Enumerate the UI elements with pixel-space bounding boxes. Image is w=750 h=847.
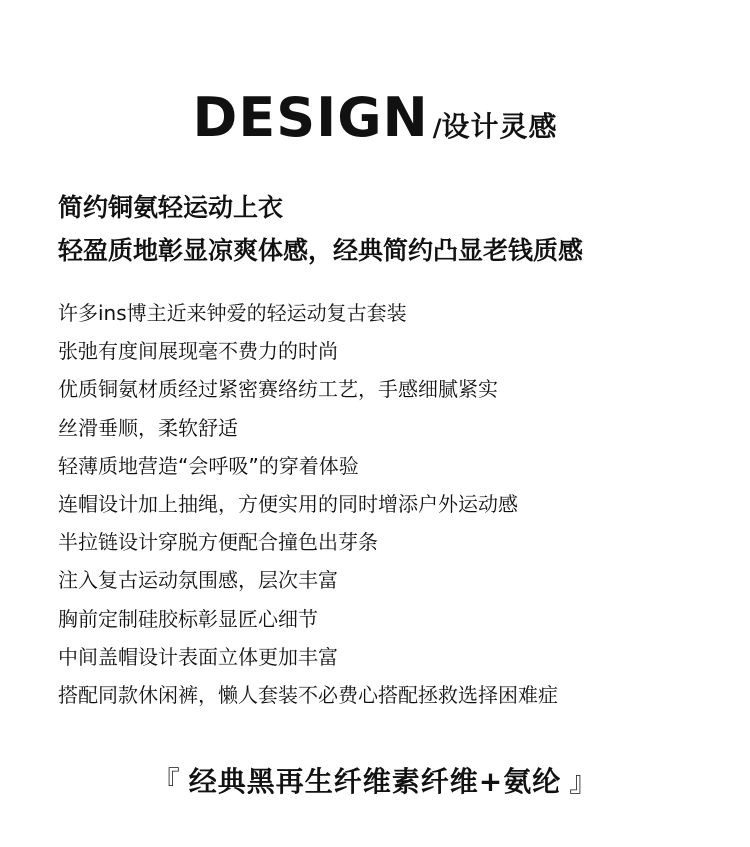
- feature-item: 连帽设计加上抽绳，方便实用的同时增添户外运动感: [58, 491, 518, 516]
- feature-list: [58, 294, 738, 714]
- feature-item: 胸前定制硅胶标彰显匠心细节: [58, 606, 318, 631]
- feature-item: 许多ins博主近来钟爱的轻运动复古套装: [58, 301, 407, 325]
- header-subtitle: 设计灵感: [441, 110, 558, 143]
- material-text: 经典黑再生纤维素纤维+氨纶: [188, 765, 562, 798]
- header-separator: /: [432, 114, 442, 142]
- feature-item: 搭配同款休闲裤，懒人套装不必费心搭配拯救选择困难症: [58, 682, 558, 707]
- feature-item: 轻薄质地营造“会呼吸”的穿着体验: [58, 453, 359, 478]
- feature-item: 张弛有度间展现毫不费力的时尚: [58, 339, 338, 364]
- material-close-bracket: 』: [569, 765, 599, 798]
- headline-block: [58, 186, 738, 272]
- feature-item: 半拉链设计穿脱方便配合撞色出芽条: [58, 530, 378, 555]
- feature-item: 丝滑垂顺，柔软舒适: [58, 415, 238, 440]
- feature-item: 中间盖帽设计表面立体更加丰富: [58, 644, 338, 669]
- section-header: [0, 86, 750, 149]
- material-line: [0, 758, 750, 806]
- headline-primary: 简约铜氨轻运动上衣: [58, 193, 284, 222]
- material-open-bracket: 『: [151, 765, 181, 798]
- feature-item: 优质铜氨材质经过紧密赛络纺工艺，手感细腻紧实: [58, 377, 498, 402]
- header-title: DESIGN: [192, 86, 429, 149]
- headline-secondary: 轻盈质地彰显凉爽体感，经典简约凸显老钱质感: [58, 236, 584, 265]
- feature-item: 注入复古运动氛围感，层次丰富: [58, 568, 338, 593]
